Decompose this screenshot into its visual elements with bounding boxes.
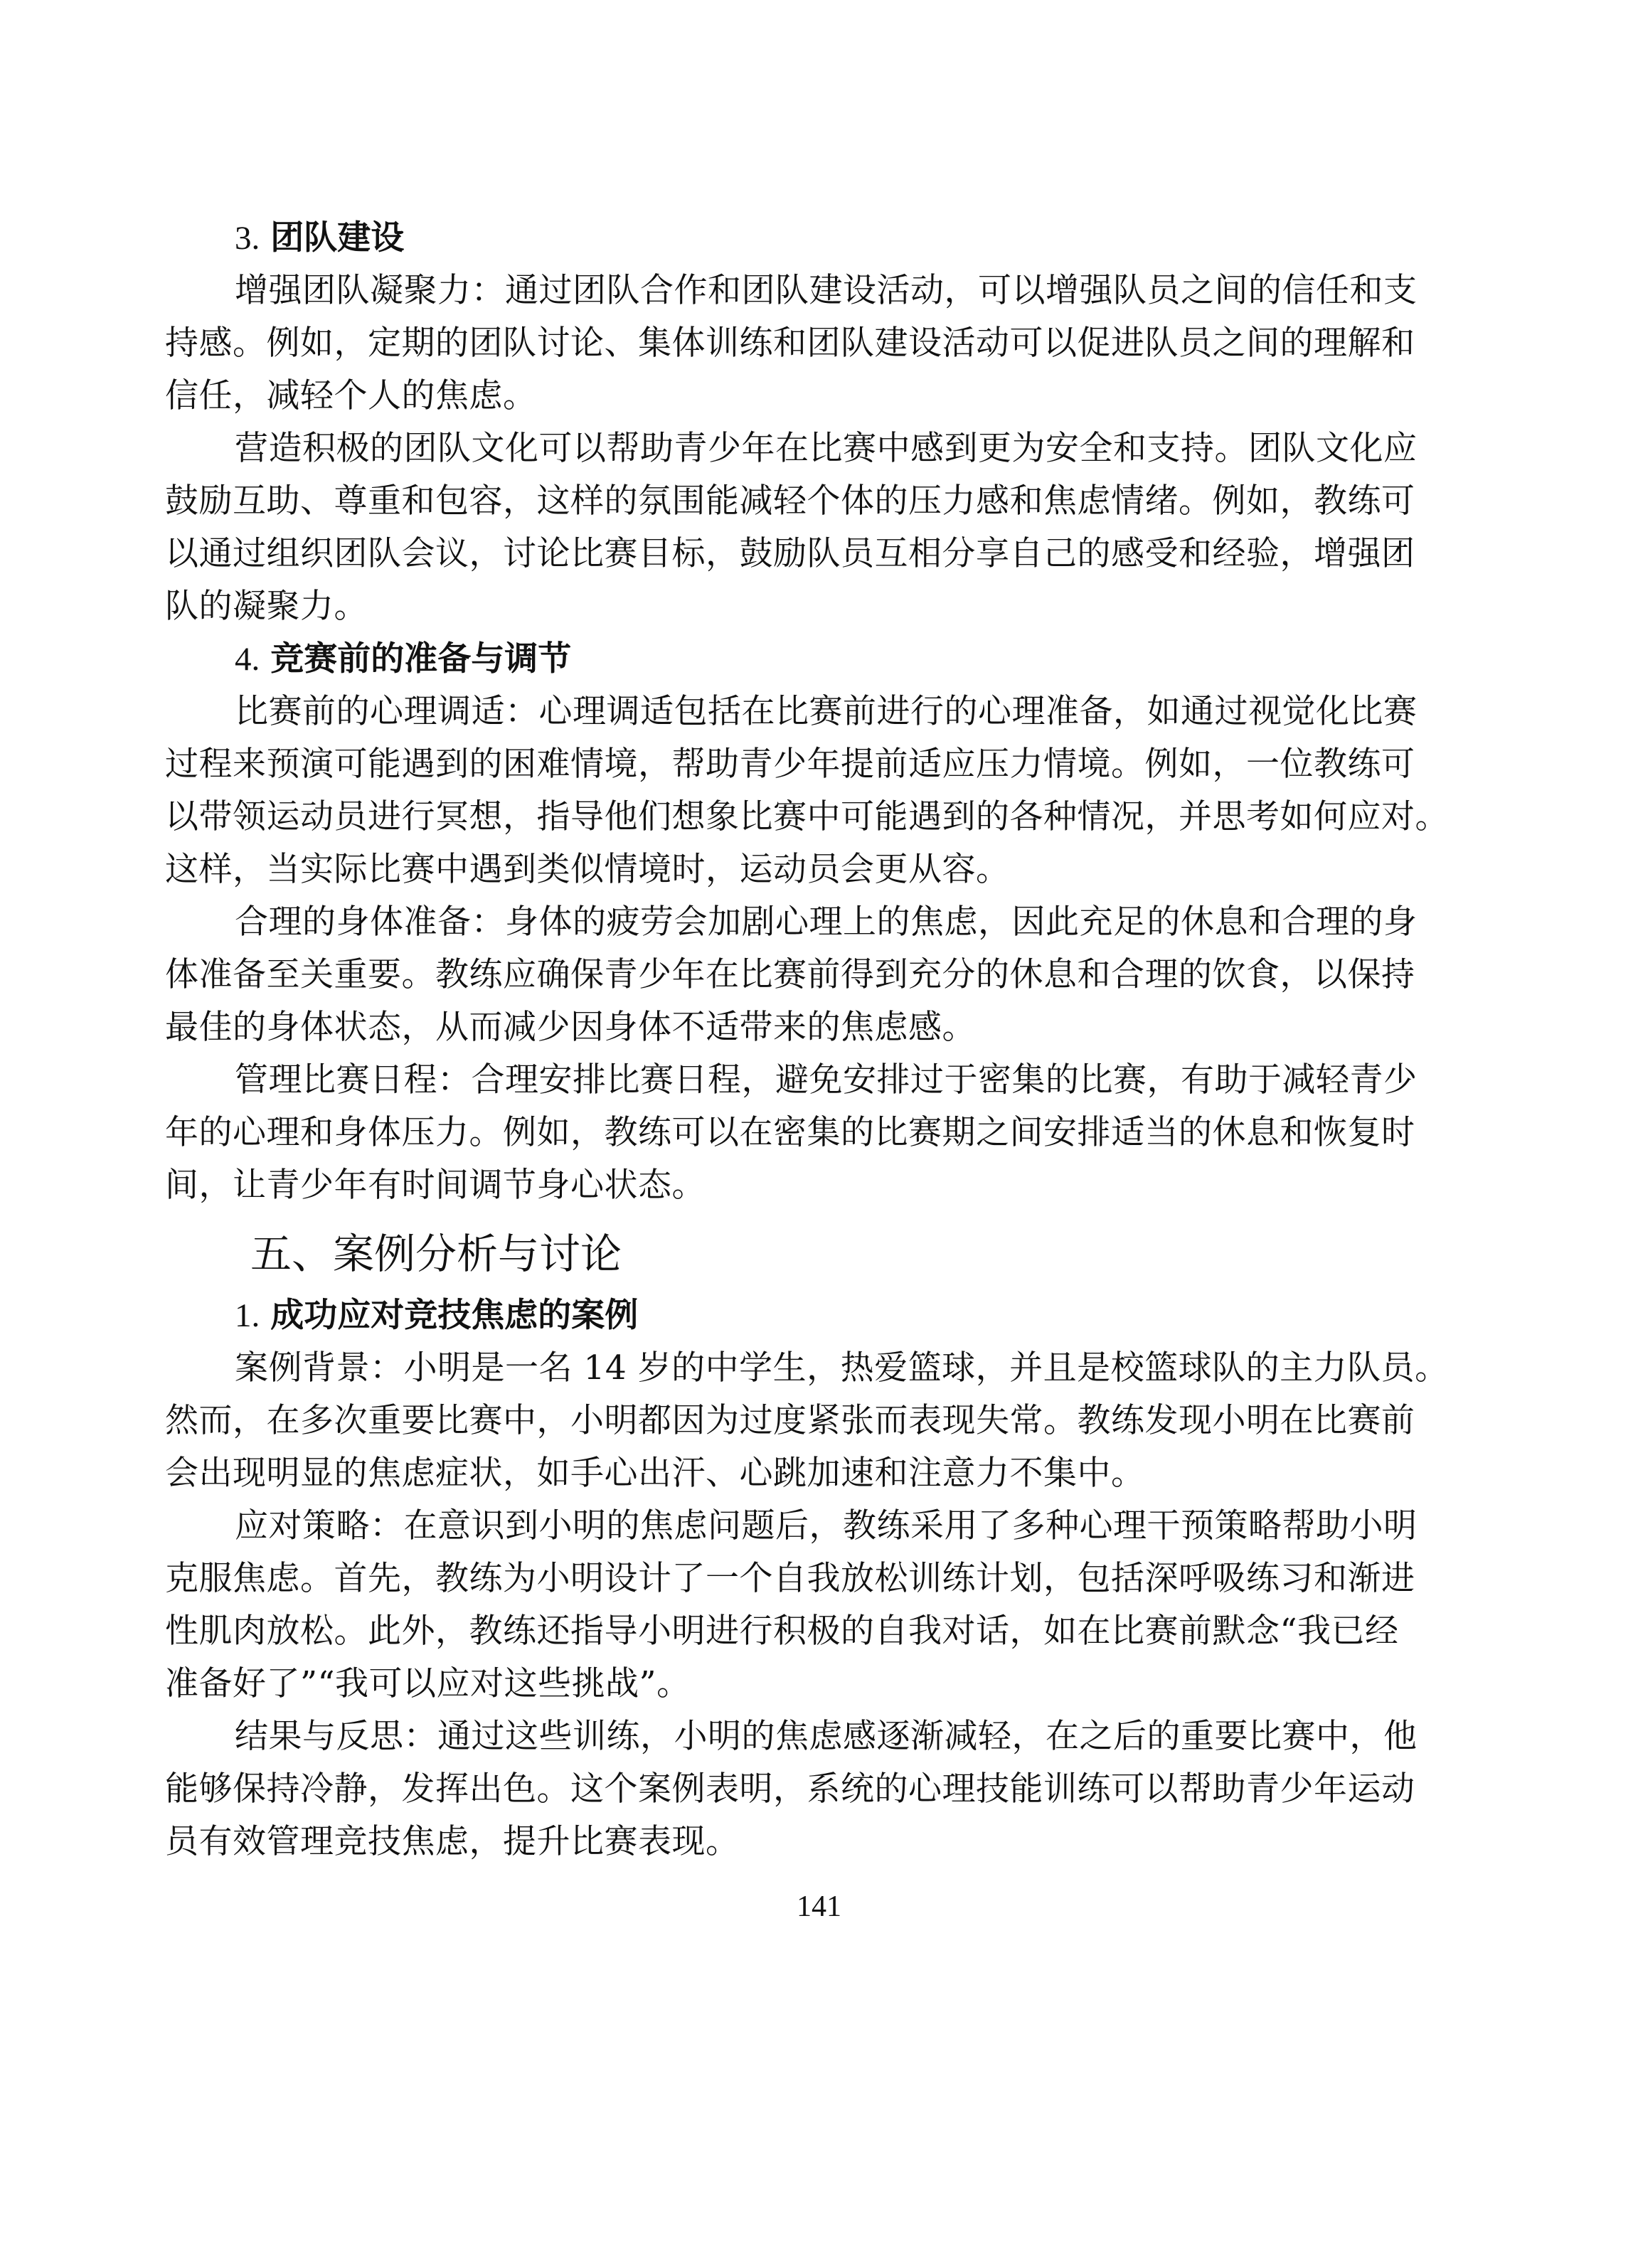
paragraph-line: 应对策略：在意识到小明的焦虑问题后，教练采用了多种心理干预策略帮助小明 (235, 1506, 1418, 1545)
heading-text: 成功应对竞技焦虑的案例 (270, 1296, 639, 1335)
section-title: 五、案例分析与讨论 (250, 1230, 622, 1278)
paragraph-line: 增强团队凝聚力：通过团队合作和团队建设活动，可以增强队员之间的信任和支 (235, 271, 1418, 310)
paragraph-line: 性肌肉放松。此外，教练还指导小明进行积极的自我对话，如在比赛前默念“我已经 (165, 1612, 1399, 1651)
paragraph-line: 这样，当实际比赛中遇到类似情境时，运动员会更从容。 (165, 850, 1010, 889)
paragraph-line: 营造积极的团队文化可以帮助青少年在比赛中感到更为安全和支持。团队文化应 (235, 429, 1418, 468)
heading-number: 1. (235, 1297, 260, 1334)
heading-number: 4. (235, 641, 260, 678)
paragraph-line: 准备好了”“我可以应对这些挑战”。 (165, 1664, 691, 1703)
paragraph-line: 克服焦虑。首先，教练为小明设计了一个自我放松训练计划，包括深呼吸练习和渐进 (165, 1559, 1415, 1598)
paragraph-line: 最佳的身体状态，从而减少因身体不适带来的焦虑感。 (165, 1008, 976, 1047)
paragraph-line: 案例背景：小明是一名 14 岁的中学生，热爱篮球，并且是校篮球队的主力队员。 (235, 1348, 1449, 1388)
paragraph-line: 年的心理和身体压力。例如，教练可以在密集的比赛期之间安排适当的休息和恢复时 (165, 1113, 1415, 1152)
paragraph-line: 以带领运动员进行冥想，指导他们想象比赛中可能遇到的各种情况，并思考如何应对。 (165, 797, 1449, 836)
paragraph-line: 队的凝聚力。 (165, 587, 368, 626)
paragraph-line: 间，让青少年有时间调节身心状态。 (165, 1166, 706, 1205)
paragraph-line: 过程来预演可能遇到的困难情境，帮助青少年提前适应压力情境。例如，一位教练可 (165, 745, 1415, 784)
heading-text: 团队建设 (270, 218, 405, 257)
paragraph-line: 鼓励互助、尊重和包容，这样的氛围能减轻个体的压力感和焦虑情绪。例如，教练可 (165, 481, 1415, 521)
paragraph-line: 体准备至关重要。教练应确保青少年在比赛前得到充分的休息和合理的饮食，以保持 (165, 955, 1415, 994)
heading-text: 竞赛前的准备与调节 (270, 639, 572, 678)
paragraph-line: 以通过组织团队会议，讨论比赛目标，鼓励队员互相分享自己的感受和经验，增强团 (165, 534, 1415, 573)
heading-case-study (235, 1296, 639, 1335)
paragraph-line: 合理的身体准备：身体的疲劳会加剧心理上的焦虑，因此充足的休息和合理的身 (235, 903, 1418, 942)
paragraph-line: 管理比赛日程：合理安排比赛日程，避免安排过于密集的比赛，有助于减轻青少 (235, 1060, 1418, 1100)
paragraph-line: 比赛前的心理调适：心理调适包括在比赛前进行的心理准备，如通过视觉化比赛 (235, 692, 1418, 731)
paragraph-line: 持感。例如，定期的团队讨论、集体训练和团队建设活动可以促进队员之间的理解和 (165, 324, 1415, 363)
page-number: 141 (797, 1890, 841, 1923)
heading-pre-competition (235, 639, 572, 678)
paragraph-line: 然而，在多次重要比赛中，小明都因为过度紧张而表现失常。教练发现小明在比赛前 (165, 1401, 1415, 1440)
heading-team-building (235, 218, 405, 257)
paragraph-line: 信任，减轻个人的焦虑。 (165, 376, 537, 415)
paragraph-line: 员有效管理竞技焦虑，提升比赛表现。 (165, 1822, 740, 1861)
heading-number: 3. (235, 220, 260, 257)
paragraph-line: 能够保持冷静，发挥出色。这个案例表明，系统的心理技能训练可以帮助青少年运动 (165, 1769, 1415, 1809)
paragraph-line: 会出现明显的焦虑症状，如手心出汗、心跳加速和注意力不集中。 (165, 1454, 1145, 1493)
paragraph-line: 结果与反思：通过这些训练，小明的焦虑感逐渐减轻，在之后的重要比赛中，他 (235, 1717, 1418, 1756)
